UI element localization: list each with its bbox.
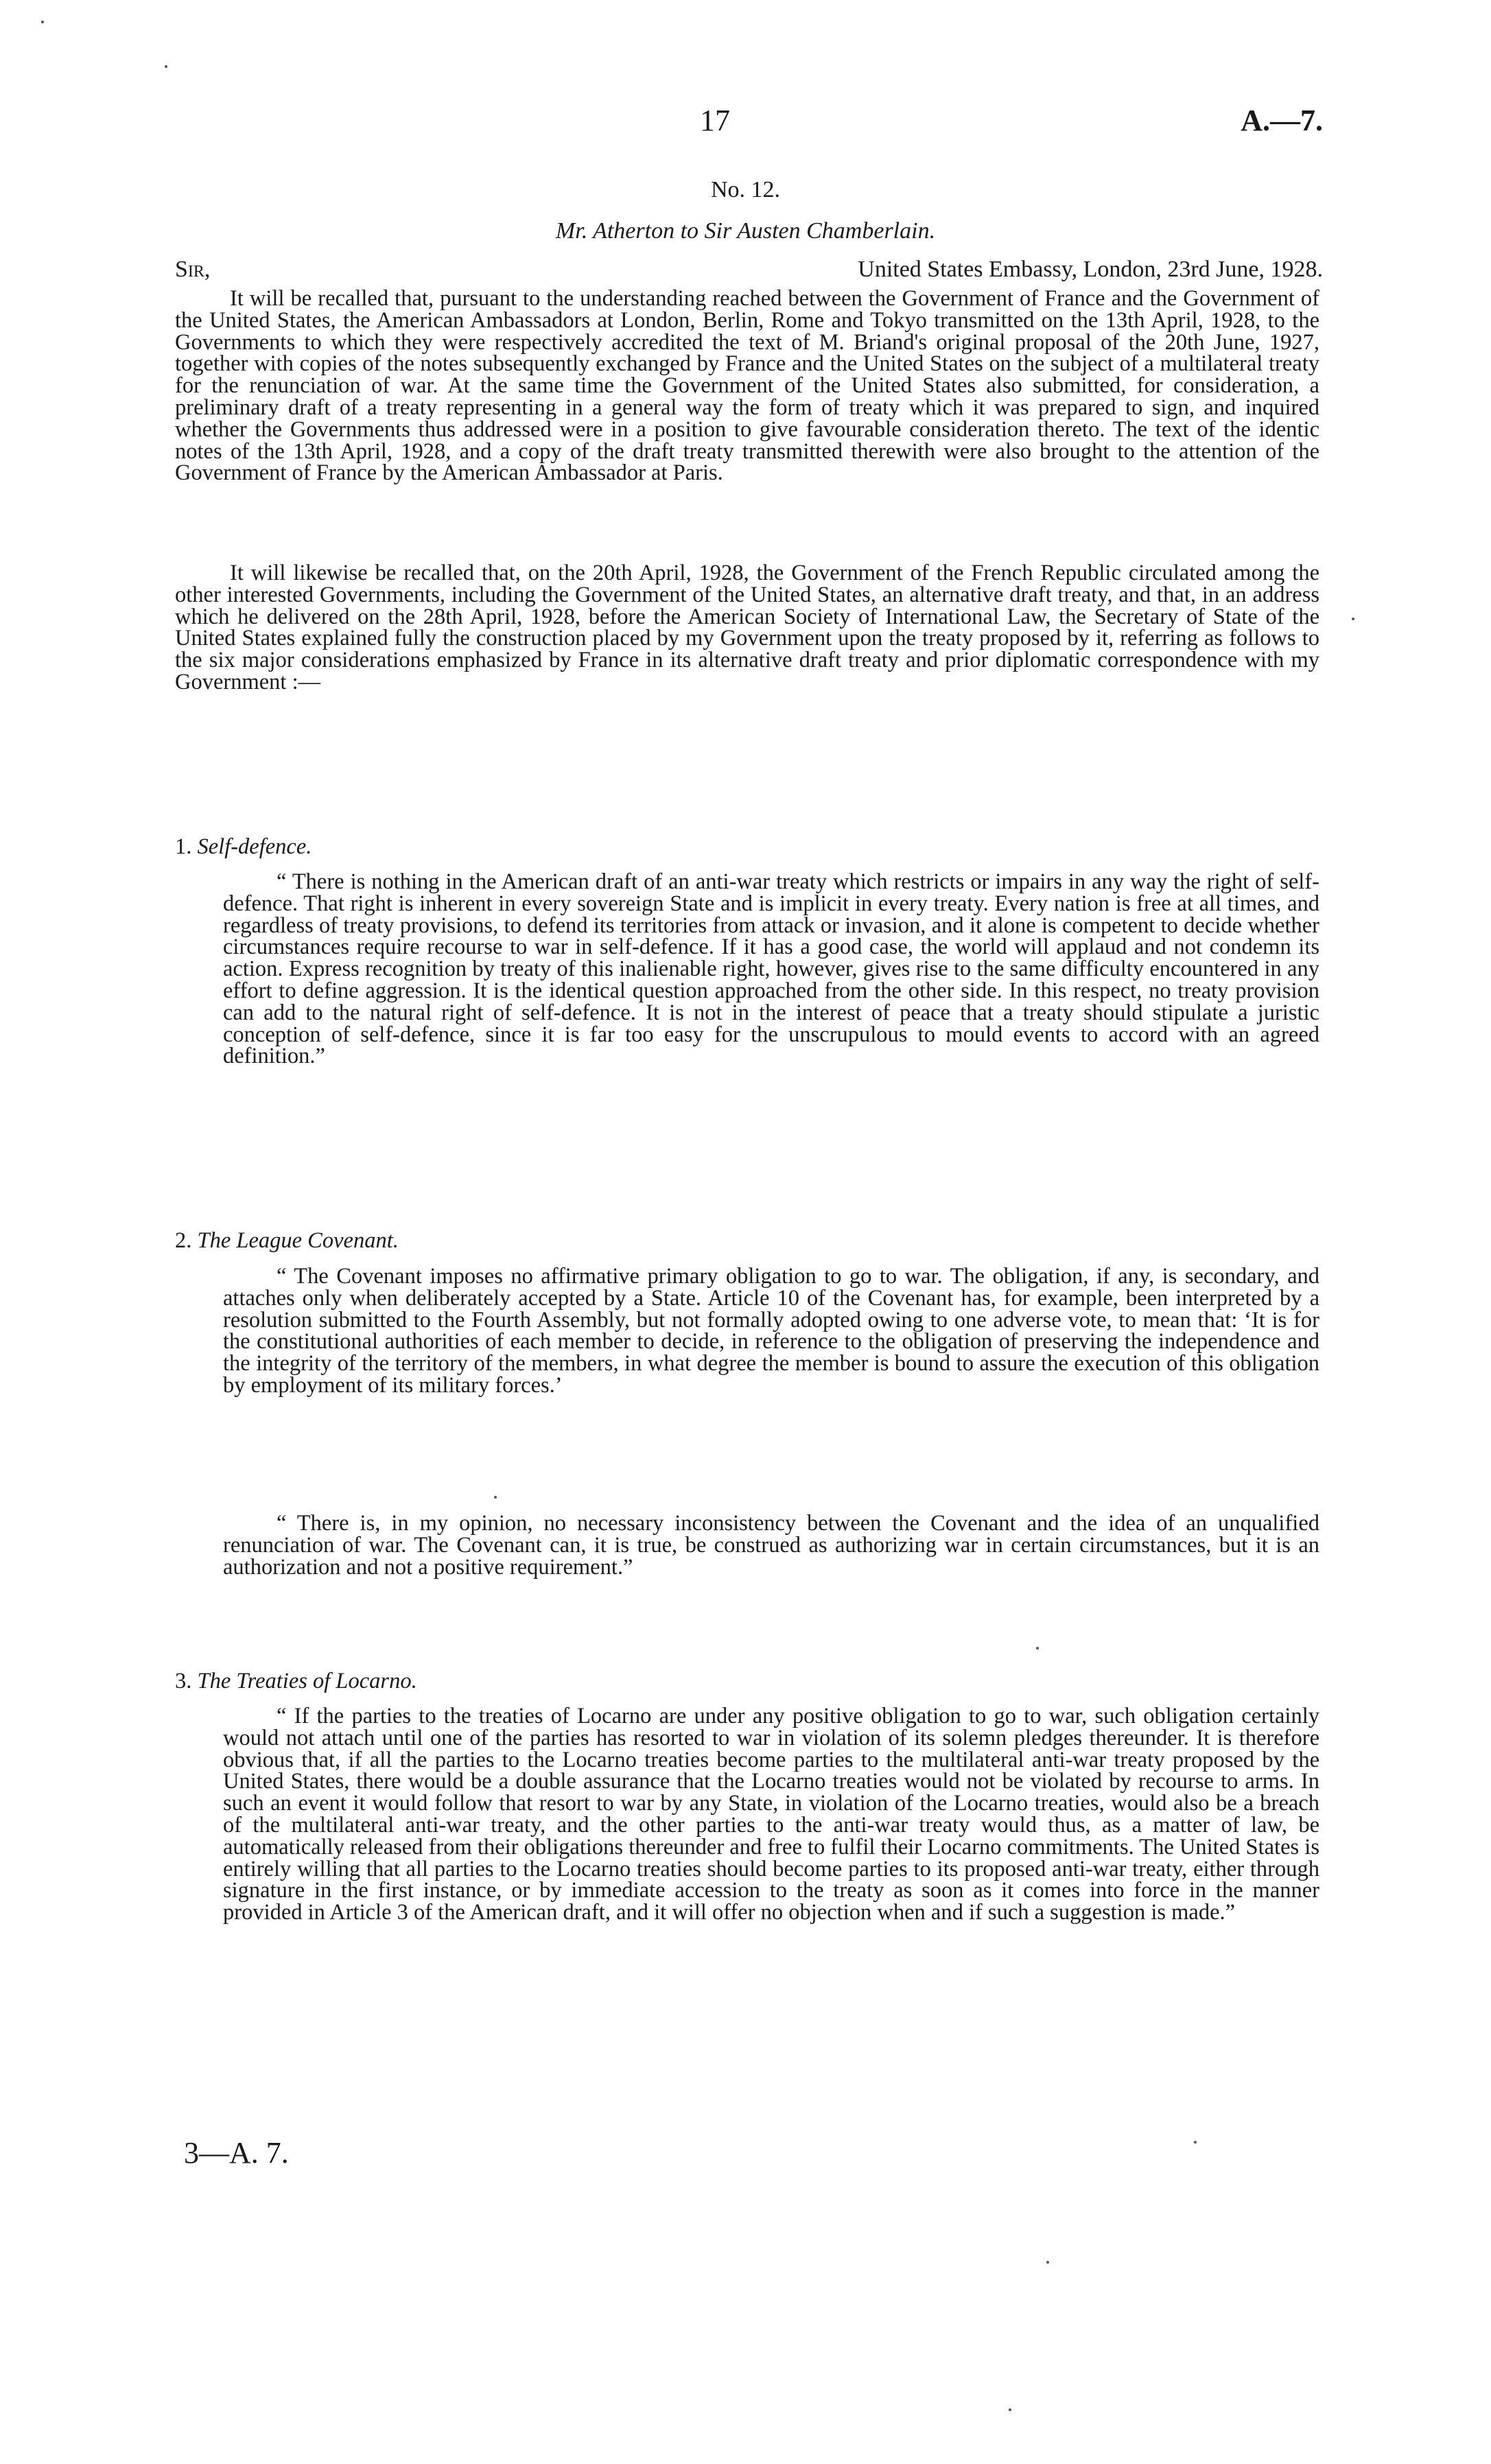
page-number: 17 — [700, 104, 730, 137]
scan-speck — [41, 21, 44, 23]
section-quote-league-covenant-2 — [223, 1513, 1319, 1578]
section-title: The League Covenant. — [197, 1228, 399, 1253]
section-quote-league-covenant-1 — [223, 1266, 1319, 1397]
quote-text: “ There is, in my opinion, no necessary inconsistency between the Covenant and the idea of an unqualified renunciation of war. The Covenant can, it is true, be construed as authorizing war in certain circumstances, but it is an authorization and not a positive requirement.” — [223, 1511, 1319, 1580]
scan-speck — [1046, 2261, 1049, 2264]
section-heading-self-defence — [175, 834, 312, 860]
section-title: The Treaties of Locarno. — [197, 1669, 417, 1693]
document-reference: A.—7. — [1241, 104, 1323, 137]
scan-speck — [494, 1496, 497, 1499]
paragraph-text: It will likewise be recalled that, on the 20th April, 1928, the Government of the French Republic circulated among the other interested Governments, including the Government of the United States, an alternative draft treaty, and that, in an address which he delivered on the 28th April, 1928, before the American Society of International Law, the Secretary of State of the United States explained fully the construction placed by my Government upon the treaty proposed by it, referring as follows to the six major considerations emphasized by France in its alternative draft treaty and prior diplomatic correspondence with my Government :— — [175, 561, 1319, 694]
section-heading-league-covenant — [175, 1228, 399, 1254]
section-quote-locarno — [223, 1706, 1319, 1924]
quote-text: “ If the parties to the treaties of Locarno are under any positive obligation to go to war, such obligation certainly would not attach until one of the parties has resorted to war in violation of its solemn pledges thereunder. It is therefore obvious that, if all the parties to the Locarno treaties become parties to the multilateral anti-war treaty proposed by the United States, there would be a double assurance that the Locarno treaties would not be violated by recourse to arms. In such an event it would follow that resort to war by any State, in violation of the Locarno treaties, would also be a breach of the multilateral anti-war treaty, and the other parties to the anti-war treaty would thus, as a matter of law, be automatically released from their obligations thereunder and free to fulfil their Locarno commitments. The United States is entirely willing that all parties to the Locarno treaties should become parties to its proposed anti-war treaty, either through signature in the first instance, or by immediate accession to the treaty as soon as it comes into force in the manner provided in Article 3 of the American draft, and it will offer no objection when and if such a suggestion is made.” — [223, 1704, 1319, 1925]
letter-paragraph-1 — [175, 288, 1319, 484]
salutation: Sir, — [175, 257, 211, 282]
dateline: United States Embassy, London, 23rd June, 1928. — [858, 257, 1323, 282]
signature-mark: 3—A. 7. — [184, 2136, 289, 2170]
quote-text: “ The Covenant imposes no affirmative primary obligation to go to war. The obligation, if any, is secondary, and attaches only when deliberately accepted by a State. Article 10 of the Covenant has, for example, been interpreted by a resolution submitted to the Fourth Assembly, but not formally adopted owing to one adverse vote, to mean that: ‘It is for the constitutional authorities of each member to decide, in reference to the obligation of preserving the independence and the integrity of the territory of the members, in what degree the member is bound to assure the execution of this obligation by employment of its military forces.’ — [223, 1264, 1319, 1398]
scan-speck — [165, 65, 167, 68]
scan-speck — [1352, 618, 1354, 620]
letter-number: No. 12. — [710, 177, 781, 202]
section-heading-locarno — [175, 1669, 417, 1694]
letter-heading: Mr. Atherton to Sir Austen Chamberlain. — [555, 218, 936, 244]
scan-speck — [1036, 1647, 1039, 1650]
section-number: 1. — [175, 834, 192, 859]
section-number: 3. — [175, 1669, 192, 1693]
paragraph-text: It will be recalled that, pursuant to the understanding reached between the Government of France and the Government of the United States, the American Ambassadors at London, Berlin, Rome and Tokyo transmitted on the 13th April, 1928, to the Governments to which they were respectively accredited the text of M. Briand's original proposal of the 20th June, 1927, together with copies of the notes subsequently exchanged by France and the United States on the subject of a multilateral treaty for the renunciation of war. At the same time the Government of the United States also submitted, for consideration, a preliminary draft of a treaty representing in a general way the form of treaty which it was prepared to sign, and inquired whether the Governments thus addressed were in a position to give favourable consideration thereto. The text of the identic notes of the 13th April, 1928, and a copy of the draft treaty transmitted therewith were also brought to the attention of the Government of France by the American Ambassador at Paris. — [175, 286, 1319, 486]
section-title: Self-defence. — [197, 834, 312, 859]
quote-text: “ There is nothing in the American draft of an anti-war treaty which restricts or impairs in any way the right of self-defence. That right is inherent in every sovereign State and is implicit in every treaty. Every nation is free at all times, and regardless of treaty provisions, to defend its territories from attack or invasion, and it alone is competent to decide whether circumstances require recourse to war in self-defence. If it has a good case, the world will applaud and not condemn its action. Express recognition by treaty of this inalienable right, however, gives rise to the same difficulty encountered in any effort to define aggression. It is the identical question approached from the other side. In this respect, no treaty provision can add to the natural right of self-defence. It is not in the interest of peace that a treaty should stipulate a juristic conception of self-defence, since it is far too easy for the unscrupulous to mould events to accord with an agreed definition.” — [223, 869, 1319, 1069]
letter-paragraph-2 — [175, 563, 1319, 694]
section-number: 2. — [175, 1228, 192, 1253]
scan-speck — [1194, 2141, 1197, 2144]
section-quote-self-defence — [223, 871, 1319, 1068]
scan-speck — [1009, 2408, 1011, 2411]
